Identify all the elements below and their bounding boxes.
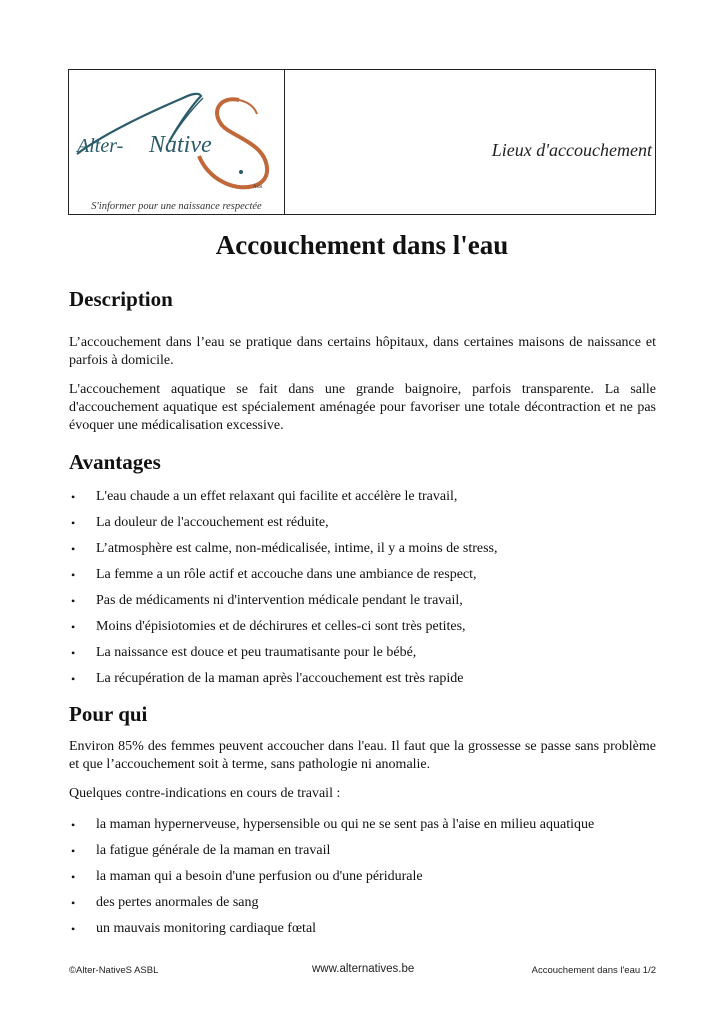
bullet-icon: • xyxy=(71,620,76,634)
bullet-icon: • xyxy=(71,844,76,858)
list-item: • L’atmosphère est calme, non-médicalisée, intime, il y a moins de stress, xyxy=(71,541,498,556)
list-item: • La douleur de l'accouchement est réduite, xyxy=(71,515,329,530)
list-item: • La récupération de la maman après l'accouchement est très rapide xyxy=(71,671,464,686)
bullet-icon: • xyxy=(71,516,76,530)
bullet-icon: • xyxy=(71,594,76,608)
list-item: • L'eau chaude a un effet relaxant qui facilite et accélère le travail, xyxy=(71,489,458,504)
pour-qui-paragraph: Environ 85% des femmes peuvent accoucher dans l'eau. Il faut que la grossesse se passe sans problème et que l’accouchement soit à terme, sans pathologie ni anomalie. xyxy=(69,739,656,772)
svg-text:Asbl: Asbl xyxy=(253,185,263,190)
footer-page-info: Accouchement dans l'eau 1/2 xyxy=(531,965,656,976)
bullet-icon: • xyxy=(71,490,76,504)
description-paragraph-2: L'accouchement aquatique se fait dans une grande baignoire, parfois transparente. La salle d'accouchement aquatique est spécialement aménagée pour favoriser une totale décontraction et ne pas évoquer une médicalisation excessive. xyxy=(69,382,656,433)
bullet-icon: • xyxy=(71,896,76,910)
bullet-icon: • xyxy=(71,870,76,884)
list-item: • La femme a un rôle actif et accouche dans une ambiance de respect, xyxy=(71,567,477,582)
footer-copyright: ©Alter-NativeS ASBL xyxy=(69,965,159,976)
alter-natives-logo xyxy=(71,76,283,198)
page-title: Accouchement dans l'eau xyxy=(215,230,509,260)
svg-text:Alter-: Alter- xyxy=(77,135,124,157)
bullet-icon: • xyxy=(71,818,76,832)
list-item: • la fatigue générale de la maman en travail xyxy=(71,843,331,858)
document-category: Lieux d'accouchement xyxy=(491,140,652,160)
avantages-list xyxy=(69,488,656,696)
list-item: • la maman hypernerveuse, hypersensible ou qui ne se sent pas à l'aise en milieu aquatique xyxy=(71,817,595,832)
bullet-icon: • xyxy=(71,672,76,686)
section-heading-description: Description xyxy=(69,287,173,311)
svg-text:Native: Native xyxy=(149,132,212,158)
contre-indications-list xyxy=(69,816,656,946)
list-item: • la maman qui a besoin d'une perfusion ou d'une péridurale xyxy=(71,869,423,884)
bullet-icon: • xyxy=(71,646,76,660)
tagline: S'informer pour une naissance respectée xyxy=(91,201,262,212)
list-item: • des pertes anormales de sang xyxy=(71,895,259,910)
list-item: • Pas de médicaments ni d'intervention médicale pendant le travail, xyxy=(71,593,463,608)
bullet-icon: • xyxy=(71,542,76,556)
document-header xyxy=(68,69,656,215)
bullet-icon: • xyxy=(71,568,76,582)
list-item: • Moins d'épisiotomies et de déchirures et celles-ci sont très petites, xyxy=(71,619,466,634)
contre-indications-intro: Quelques contre-indications en cours de travail : xyxy=(69,786,341,801)
list-item: • un mauvais monitoring cardiaque fœtal xyxy=(71,921,317,936)
section-heading-avantages: Avantages xyxy=(69,450,161,474)
bullet-icon: • xyxy=(71,922,76,936)
logo-panel xyxy=(69,70,285,214)
footer-website-link[interactable]: www.alternatives.be xyxy=(312,963,415,975)
list-item: • La naissance est douce et peu traumatisante pour le bébé, xyxy=(71,645,417,660)
section-heading-pour-qui: Pour qui xyxy=(69,702,148,726)
description-paragraph-1: L’accouchement dans l’eau se pratique dans certains hôpitaux, dans certaines maisons de naissance et parfois à domicile. xyxy=(69,335,656,368)
